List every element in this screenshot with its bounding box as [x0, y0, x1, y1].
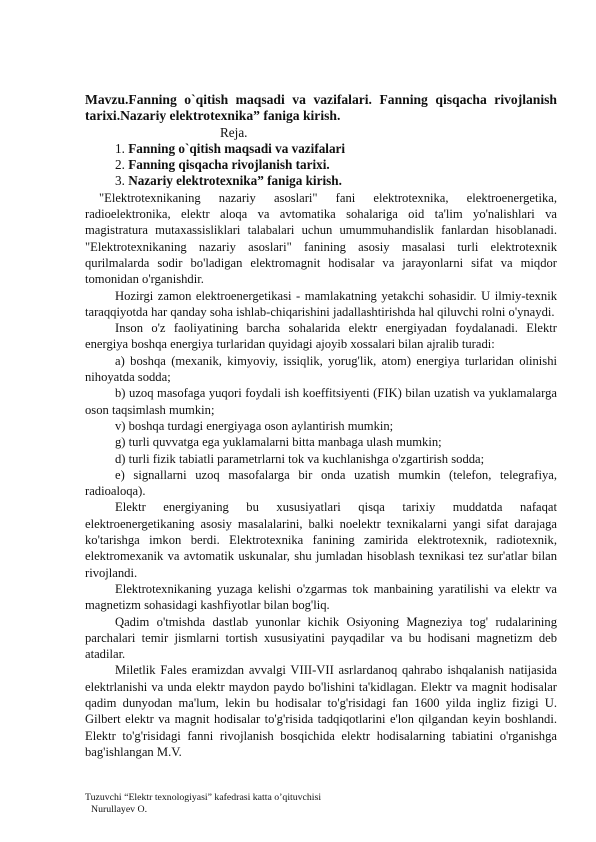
list-paragraph: g) turli quvvatga ega yuklamalarni bitta manbaga ulash mumkin; — [115, 435, 442, 450]
plan-item-text: Nazariy elektrotexnika” faniga kirish. — [128, 173, 342, 189]
plan-item-number: 2. — [115, 157, 129, 173]
plan-item-number: 3. — [115, 173, 129, 189]
plan-item-number: 1. — [115, 140, 129, 156]
plan-heading: Reja. — [220, 124, 248, 140]
list-paragraph: a) boshqa (mexanik, kimyoviy, issiqlik, yorug'lik, atom) energiya turlaridan olinishi nihoyatda sodda; — [85, 353, 557, 385]
body-paragraph: Inson o'z faoliyatining barcha sohalarida elektr energiyadan foydalanadi. Elektr energiya boshqa energiya turlaridan quyidagi ajoyib xossalari bilan ajralib turadi: — [85, 321, 557, 352]
list-paragraph: d) turli fizik tabiatli parametrlarni tok va kuchlanishga o'zgartirish sodda; — [115, 451, 485, 466]
plan-item — [115, 173, 557, 189]
plan-item — [115, 157, 557, 173]
body-paragraph: Miletlik Fales eramizdan avvalgi VIII-VII asrlardanoq qahrabo ishqalanish natijasida elektrlanishi va unda elektr maydon paydo bo'lishini ta'kidlagan. Elektr va magnit hodisalar qadim dunyodan ma'lum, lekin bu hodisalar to'g'risidagi fan 1600 yilda ingliz fizigi U. Gilbert elektr va magnit hodisalar to'g'risida tadqiqotlarini e'lon qilgandan keyin boshlandi. Elektr to'g'risidagi fanni rivojlanish bosqichida elektr hodisalarning tabiatini o'rganishga bag'ishlangan M.V. — [85, 663, 557, 759]
list-paragraph: b) uzoq masofaga yuqori foydali ish koeffitsiyenti (FIK) bilan uzatish va yuklamalarga oson taqsimlash mumkin; — [85, 386, 557, 417]
list-paragraph: v) boshqa turdagi energiyaga oson aylantirish mumkin; — [115, 418, 394, 433]
body-paragraph: Qadim o'tmishda dastlab yunonlar kichik Osiyoning Magneziya tog' rudalarining parchalari temir jismlarni tortish xususiyatini payqadilar va bu hodisani magnetizm deb atadilar. — [85, 614, 557, 662]
plan-item-text: Fanning o`qitish maqsadi va vazifalari — [128, 140, 346, 156]
body-paragraph: Elektrotexnikaning yuzaga kelishi o'zgarmas tok manbaining yaratilishi va elektr va magnetizm sohasidagi kashfiyotlar bilan bog'liq. — [85, 581, 557, 613]
lecture-title: Mavzu.Fanning o`qitish maqsadi va vazifalari. Fanning qisqacha rivojlanish tarixi.Nazariy elektrotexnika” faniga kirish. — [85, 92, 557, 124]
plan-item — [115, 141, 557, 157]
body-paragraph: "Elektrotexnikaning nazariy asoslari" fani elektrotexnika, elektroenergetika, radioelektronika, elektr aloqa va avtomatika sohalariga oid ta'lim yo'nalishlari va magistratura mutaxassisliklari talabalari uchun umummuhandislik fanlardan hisoblanadi. "Elektrotexnikaning nazariy asoslari" fanining asosiy masalasi turli elektrotexnik qurilmalarda sodir bo'ladigan elektromagnit hodisalar va jarayonlarni sifat va miqdor tomonidan o'rganishdir. — [85, 190, 557, 287]
document-page — [85, 92, 557, 760]
body-paragraph: Hozirgi zamon elektroenergetikasi - mamlakatning yetakchi sohasidir. U ilmiy-texnik taraqqiyotda har qanday soha ishlab-chiqarishini jadallashtirishda hal qiluvchi rolni o'ynaydi. — [85, 288, 557, 319]
plan-list — [85, 141, 557, 190]
page-footer — [85, 792, 321, 816]
footer-author-position: Tuzuvchi “Elektr texnologiyasi” kafedrasi katta o’qituvchisi — [85, 792, 322, 803]
plan-item-text: Fanning qisqacha rivojlanish tarixi. — [128, 157, 330, 173]
footer-author-name: Nurullayev O. — [91, 804, 148, 815]
body-paragraph: Elektr energiyaning bu xususiyatlari qisqa tarixiy muddatda nafaqat elektroenergetikaning asosiy masalalarini, balki noelektr texnikalarni yangi sifat darajaga ko'tarishga imkon berdi. Elektrotexnika fanining zamirida elektrotexnik, radiotexnik, elektromexanik va avtomatik uskunalar, shu jumladan hisoblash texnikasi tez sur'atlar bilan rivojlandi. — [85, 500, 557, 580]
list-paragraph: e) signallarni uzoq masofalarga bir onda uzatish mumkin (telefon, telegrafiya, radioaloqa). — [85, 467, 557, 499]
